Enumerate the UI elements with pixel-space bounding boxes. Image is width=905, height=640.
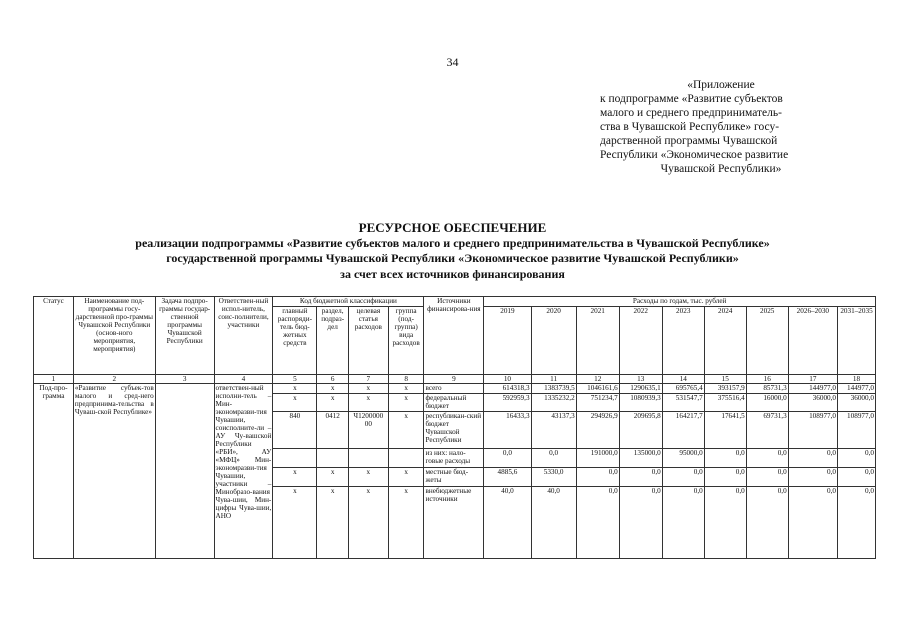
cell-value: 36000,0 <box>838 394 876 412</box>
cell-code: x <box>317 394 348 412</box>
cell-code: x <box>348 394 388 412</box>
cell-value: 0,0 <box>619 487 662 559</box>
cell-source: из них: нало-говые расходы <box>424 449 484 468</box>
table-row <box>34 384 876 394</box>
cell-code <box>388 449 424 468</box>
header-year: 2031–2035 <box>838 307 876 375</box>
column-number: 1 <box>34 375 74 384</box>
appendix-line: Республики «Экономическое развитие <box>600 149 789 161</box>
cell-code: x <box>388 412 424 449</box>
cell-code: x <box>388 468 424 487</box>
document-heading <box>0 220 905 282</box>
cell-value: 1383739,5 <box>531 384 576 394</box>
appendix-line: к подпрограмме «Развитие субъектов <box>600 93 783 105</box>
header-year: 2024 <box>704 307 746 375</box>
cell-code: 840 <box>273 412 317 449</box>
header-budget-code: Код бюджетной классификации <box>273 297 424 307</box>
cell-value: 85731,3 <box>746 384 788 394</box>
cell-value: 0,0 <box>746 487 788 559</box>
appendix-line: Чувашской Республики» <box>660 163 782 175</box>
cell-value: 0,0 <box>838 468 876 487</box>
header-year: 2020 <box>531 307 576 375</box>
cell-code: x <box>317 468 348 487</box>
cell-value: 40,0 <box>531 487 576 559</box>
cell-value: 17641,5 <box>704 412 746 449</box>
heading-line: за счет всех источников финансирования <box>340 266 565 281</box>
appendix-note <box>600 78 842 176</box>
cell-value: 294926,9 <box>576 412 619 449</box>
appendix-line: малого и среднего предприниматель- <box>600 107 782 119</box>
page-number: 34 <box>446 55 459 69</box>
column-number: 18 <box>838 375 876 384</box>
row-task <box>155 384 214 559</box>
cell-value: 191000,0 <box>576 449 619 468</box>
column-number: 7 <box>348 375 388 384</box>
cell-value: 40,0 <box>484 487 531 559</box>
document-title: РЕСУРСНОЕ ОБЕСПЕЧЕНИЕ <box>358 220 547 235</box>
cell-value: 43137,3 <box>531 412 576 449</box>
cell-value: 135000,0 <box>619 449 662 468</box>
cell-value: 144977,0 <box>788 384 837 394</box>
header-name: Наименование под-программы госу-дарственной про-граммы Чувашской Республики (основ-ного мероприятия, мероприятия) <box>73 297 155 375</box>
cell-value: 36000,0 <box>788 394 837 412</box>
cell-value: 4885,6 <box>484 468 531 487</box>
column-number: 2 <box>73 375 155 384</box>
cell-value: 0,0 <box>576 468 619 487</box>
cell-source: внебюджетные источники <box>424 487 484 559</box>
cell-value: 108977,0 <box>788 412 837 449</box>
cell-value: 0,0 <box>838 487 876 559</box>
header-code-col: группа (под-группа) вида расходов <box>388 307 424 375</box>
cell-code: 0412 <box>317 412 348 449</box>
header-code-col: целевая статья расходов <box>348 307 388 375</box>
column-number: 14 <box>662 375 704 384</box>
header-year: 2023 <box>662 307 704 375</box>
header-code-col: раздел, подраз-дел <box>317 307 348 375</box>
cell-value: 144977,0 <box>838 384 876 394</box>
column-number: 17 <box>788 375 837 384</box>
cell-value: 0,0 <box>746 449 788 468</box>
heading-line: государственной программы Чувашской Республики «Экономическое развитие Чувашской Республики» <box>166 251 739 265</box>
cell-value: 0,0 <box>704 449 746 468</box>
cell-value: 16000,0 <box>746 394 788 412</box>
cell-value: 69731,3 <box>746 412 788 449</box>
cell-value: 0,0 <box>788 449 837 468</box>
cell-value: 1046161,6 <box>576 384 619 394</box>
header-expenses: Расходы по годам, тыс. рублей <box>484 297 876 307</box>
cell-value: 0,0 <box>838 449 876 468</box>
cell-source: местные бюд-жеты <box>424 468 484 487</box>
appendix-line: дарственной программы Чувашской <box>600 135 778 147</box>
cell-value: 0,0 <box>746 468 788 487</box>
column-number: 15 <box>704 375 746 384</box>
header-year: 2019 <box>484 307 531 375</box>
column-number: 4 <box>214 375 273 384</box>
cell-value: 0,0 <box>531 449 576 468</box>
cell-value: 393157,9 <box>704 384 746 394</box>
cell-value: 0,0 <box>704 487 746 559</box>
cell-value: 164217,7 <box>662 412 704 449</box>
cell-value: 0,0 <box>619 468 662 487</box>
cell-value: 0,0 <box>484 449 531 468</box>
cell-value: 1290635,1 <box>619 384 662 394</box>
cell-code: x <box>388 384 424 394</box>
column-number: 11 <box>531 375 576 384</box>
header-year: 2025 <box>746 307 788 375</box>
row-status: Под-про-грамма <box>34 384 74 559</box>
heading-line: реализации подпрограммы «Развитие субъектов малого и среднего предпринимательства в Чувашской Республике» <box>135 235 770 250</box>
cell-code <box>348 449 388 468</box>
cell-code: x <box>388 394 424 412</box>
cell-value: 1335232,2 <box>531 394 576 412</box>
header-year: 2022 <box>619 307 662 375</box>
column-number: 10 <box>484 375 531 384</box>
cell-value: 209695,8 <box>619 412 662 449</box>
header-task: Задача подпро-граммы государ-ственной программы Чувашской Республики <box>155 297 214 375</box>
cell-value: 592959,3 <box>484 394 531 412</box>
cell-value: 531547,7 <box>662 394 704 412</box>
header-source: Источники финансирова-ния <box>424 297 484 375</box>
row-name: «Развитие субъек-тов малого и сред-него предпринима-тельства в Чуваш-ской Республике» <box>73 384 155 559</box>
column-number: 12 <box>576 375 619 384</box>
cell-code: x <box>273 468 317 487</box>
appendix-line: «Приложение <box>687 79 755 91</box>
cell-value: 1080939,3 <box>619 394 662 412</box>
column-number: 6 <box>317 375 348 384</box>
resource-table <box>33 296 876 559</box>
cell-value: 108977,0 <box>838 412 876 449</box>
cell-source: всего <box>424 384 484 394</box>
column-number: 8 <box>388 375 424 384</box>
column-number: 16 <box>746 375 788 384</box>
header-code-col: главный распоряди-тель бюд-жетных средств <box>273 307 317 375</box>
cell-source: федеральный бюджет <box>424 394 484 412</box>
header-responsible: Ответствен-ный испол-нитель, соис-полнители, участники <box>214 297 273 375</box>
cell-code: x <box>317 487 348 559</box>
row-responsible: ответствен-ный исполни-тель – Мин-экономразви-тия Чувашии, соисполните-ли – АУ Чу-вашской Республики «РБИ», АУ «МФЦ» Мин-экономразви-тия Чувашии, участники – Минобразо-вания Чува-шии, Мин-цифры Чува-шии, АНО <box>214 384 273 559</box>
cell-value: 0,0 <box>662 468 704 487</box>
cell-code: x <box>388 487 424 559</box>
cell-value: 0,0 <box>576 487 619 559</box>
cell-code: x <box>273 384 317 394</box>
cell-value: 614318,3 <box>484 384 531 394</box>
appendix-line: ства в Чувашской Республике» госу- <box>600 121 780 133</box>
column-number: 5 <box>273 375 317 384</box>
cell-value: 5330,0 <box>531 468 576 487</box>
header-year: 2021 <box>576 307 619 375</box>
cell-value: 95000,0 <box>662 449 704 468</box>
cell-code: x <box>273 394 317 412</box>
cell-code: x <box>348 468 388 487</box>
cell-code <box>317 449 348 468</box>
cell-value: 0,0 <box>788 468 837 487</box>
header-year: 2026–2030 <box>788 307 837 375</box>
cell-value: 751234,7 <box>576 394 619 412</box>
cell-code: x <box>348 384 388 394</box>
cell-value: 375516,4 <box>704 394 746 412</box>
cell-code: x <box>273 487 317 559</box>
cell-value: 0,0 <box>662 487 704 559</box>
cell-code <box>273 449 317 468</box>
column-number: 13 <box>619 375 662 384</box>
cell-code: x <box>348 487 388 559</box>
header-status: Статус <box>34 297 74 375</box>
cell-source: республикан-ский бюджет Чувашской Республики <box>424 412 484 449</box>
cell-code: x <box>317 384 348 394</box>
cell-value: 0,0 <box>704 468 746 487</box>
cell-value: 695765,4 <box>662 384 704 394</box>
cell-code: Ч1200000 00 <box>348 412 388 449</box>
column-number: 9 <box>424 375 484 384</box>
cell-value: 16433,3 <box>484 412 531 449</box>
column-number: 3 <box>155 375 214 384</box>
cell-value: 0,0 <box>788 487 837 559</box>
